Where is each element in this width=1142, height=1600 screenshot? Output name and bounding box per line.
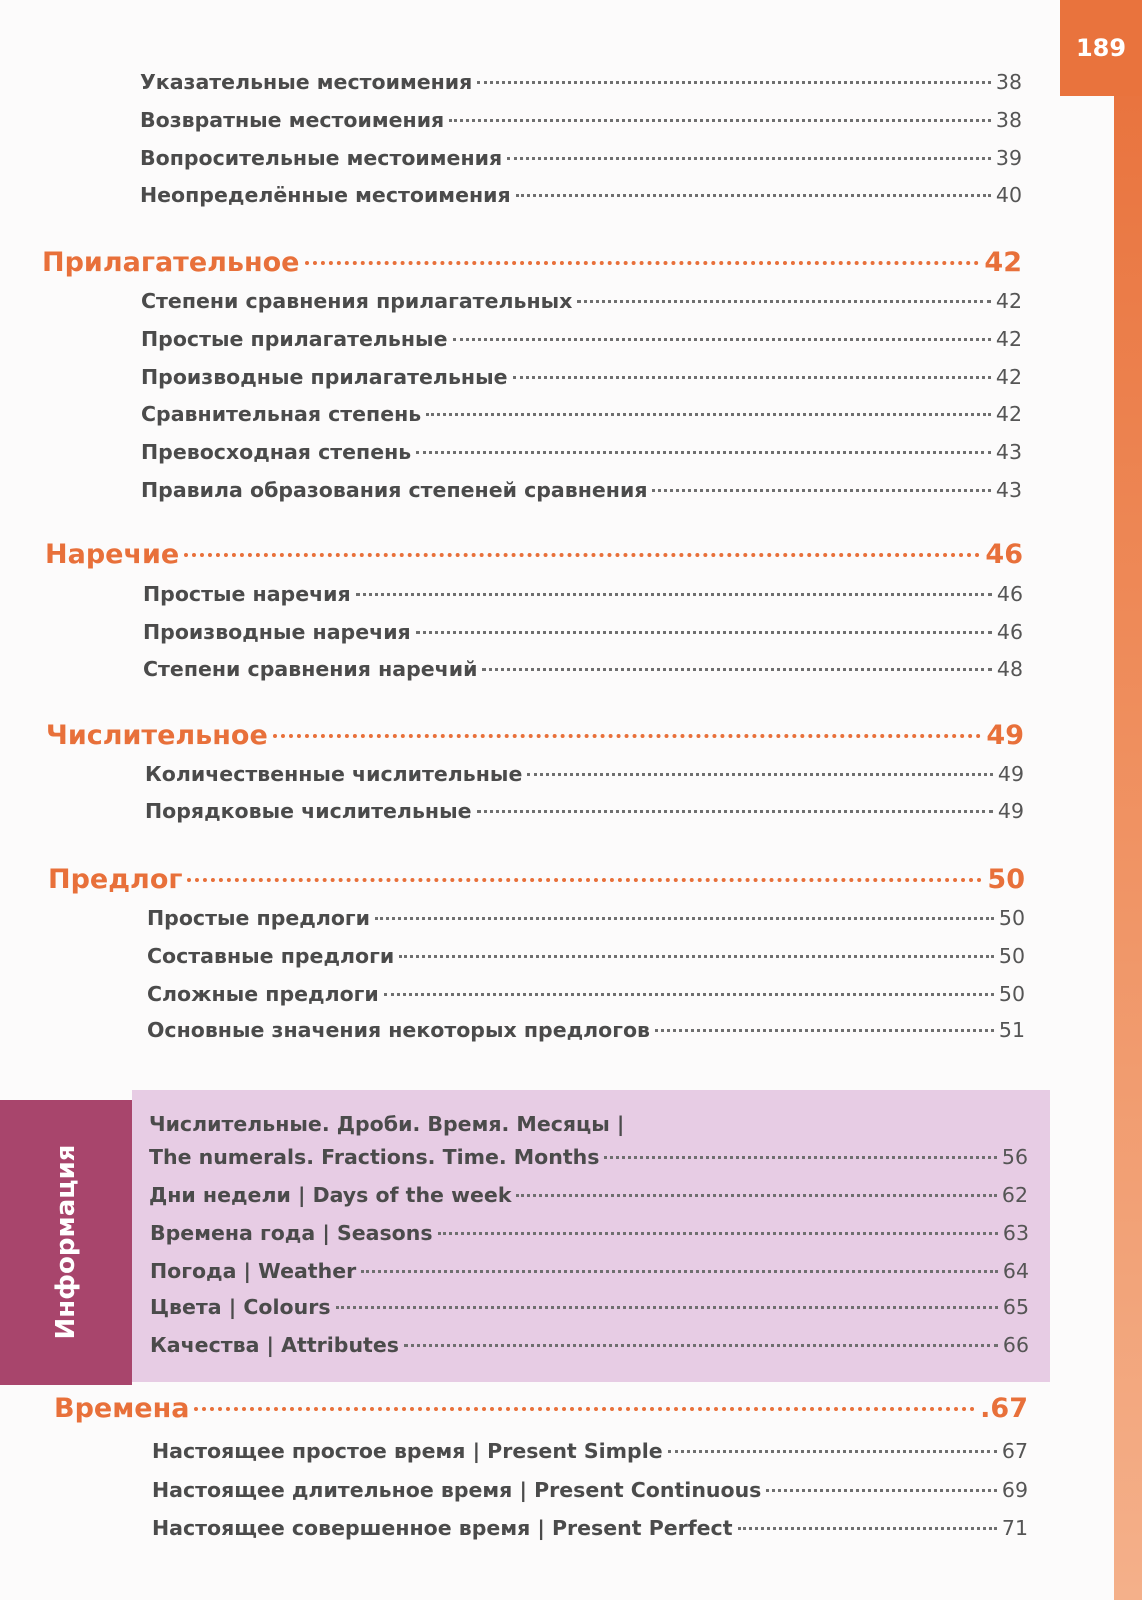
info-entry[interactable] <box>149 1145 1028 1169</box>
entry-title: Составные предлоги <box>147 944 395 968</box>
entry-title: Правила образования степеней сравнения <box>141 478 648 502</box>
entry-title: Сложные предлоги <box>147 982 379 1006</box>
info-entry[interactable] <box>150 1259 1029 1283</box>
entry-title: Количественные числительные <box>145 762 523 786</box>
info-label: Информация <box>51 1144 81 1340</box>
entry-title: Превосходная степень <box>141 440 412 464</box>
entry-title: Простые прилагательные <box>141 327 448 351</box>
dot-leader <box>399 955 994 958</box>
entry-page: 49 <box>997 799 1024 823</box>
toc-entry[interactable] <box>140 108 1022 132</box>
entry-title: Настоящее длительное время | Present Continuous <box>152 1478 762 1502</box>
dot-leader <box>426 413 991 416</box>
dot-leader <box>438 1232 998 1235</box>
dot-leader <box>273 734 982 738</box>
toc-entry[interactable] <box>141 478 1022 502</box>
dot-leader <box>194 1407 975 1411</box>
dot-leader <box>305 261 980 265</box>
dot-leader <box>604 1156 996 1159</box>
section-page: 49 <box>986 720 1024 751</box>
dot-leader <box>513 376 991 379</box>
entry-title: Производные прилагательные <box>141 365 508 389</box>
toc-entry[interactable] <box>141 440 1022 464</box>
entry-page: 46 <box>996 620 1023 644</box>
page-number: 189 <box>1075 34 1127 62</box>
dot-leader <box>738 1527 997 1530</box>
section-heading[interactable] <box>46 720 1024 751</box>
section-title: Предлог <box>48 864 183 895</box>
section-page: 50 <box>987 864 1025 895</box>
dot-leader <box>416 631 992 634</box>
entry-title: Погода | Weather <box>150 1259 357 1283</box>
dot-leader <box>507 157 991 160</box>
dot-leader <box>449 119 991 122</box>
entry-title: Цвета | Colours <box>150 1295 331 1319</box>
entry-page: 51 <box>998 1018 1025 1042</box>
toc-entry[interactable] <box>147 944 1025 968</box>
dot-leader <box>477 810 993 813</box>
dot-leader <box>655 1029 994 1032</box>
info-entry[interactable] <box>150 1295 1029 1319</box>
dot-leader <box>652 489 990 492</box>
dot-leader <box>404 1344 998 1347</box>
entry-page: 50 <box>998 982 1025 1006</box>
toc-entry[interactable] <box>145 799 1024 823</box>
dot-leader <box>516 194 991 197</box>
toc-entry[interactable] <box>141 289 1022 313</box>
entry-title: Указательные местоимения <box>140 70 473 94</box>
dot-leader <box>482 668 991 671</box>
toc-entry[interactable] <box>141 402 1022 426</box>
entry-page: 43 <box>995 440 1022 464</box>
dot-leader <box>375 917 994 920</box>
section-page: .67 <box>980 1393 1028 1424</box>
dot-leader <box>477 81 991 84</box>
section-title: Наречие <box>45 539 180 570</box>
section-title: Времена <box>54 1393 190 1424</box>
dot-leader <box>516 1194 996 1197</box>
entry-page: 56 <box>1001 1145 1028 1169</box>
dot-leader <box>384 993 994 996</box>
info-entry[interactable] <box>150 1333 1029 1357</box>
toc-entry[interactable] <box>141 327 1022 351</box>
entry-page: 38 <box>995 70 1022 94</box>
entry-title: Производные наречия <box>143 620 411 644</box>
info-entry-first-line[interactable] <box>149 1112 1029 1136</box>
dot-leader <box>416 451 991 454</box>
entry-title: Настоящее простое время | Present Simple <box>152 1439 663 1463</box>
entry-title: Сравнительная степень <box>141 402 422 426</box>
toc-entry[interactable] <box>147 1018 1025 1042</box>
section-page: 42 <box>984 247 1022 278</box>
toc-entry[interactable] <box>147 982 1025 1006</box>
toc-entry[interactable] <box>147 906 1025 930</box>
section-title: Прилагательное <box>42 247 300 278</box>
section-title: Числительное <box>46 720 268 751</box>
toc-entry[interactable] <box>143 620 1023 644</box>
entry-page: 69 <box>1001 1478 1028 1502</box>
dot-leader <box>184 553 980 557</box>
toc-entry[interactable] <box>143 657 1023 681</box>
entry-page: 39 <box>995 146 1022 170</box>
entry-page: 62 <box>1001 1183 1028 1207</box>
entry-page: 43 <box>995 478 1022 502</box>
toc-entry[interactable] <box>152 1516 1028 1540</box>
toc-entry[interactable] <box>143 582 1023 606</box>
toc-entry[interactable] <box>152 1439 1028 1463</box>
entry-page: 42 <box>995 402 1022 426</box>
entry-page: 42 <box>995 327 1022 351</box>
dot-leader <box>356 593 992 596</box>
dot-leader <box>361 1270 998 1273</box>
entry-title: Простые предлоги <box>147 906 370 930</box>
entry-title: Простые наречия <box>143 582 351 606</box>
entry-page: 50 <box>998 944 1025 968</box>
toc-entry[interactable] <box>145 762 1024 786</box>
entry-title: Возвратные местоимения <box>140 108 445 132</box>
entry-title: Порядковые числительные <box>145 799 472 823</box>
toc-entry[interactable] <box>140 70 1022 94</box>
entry-title: Времена года | Seasons <box>150 1221 433 1245</box>
entry-title: Основные значения некоторых предлогов <box>147 1018 651 1042</box>
entry-page: 49 <box>997 762 1024 786</box>
toc-entry[interactable] <box>152 1478 1028 1502</box>
dot-leader <box>336 1306 998 1309</box>
entry-title: Числительные. Дроби. Время. Месяцы | <box>149 1112 625 1136</box>
entry-page: 42 <box>995 289 1022 313</box>
section-heading[interactable] <box>45 539 1023 570</box>
info-entry[interactable] <box>149 1183 1028 1207</box>
section-heading[interactable] <box>42 247 1022 278</box>
entry-page: 46 <box>996 582 1023 606</box>
entry-title: Неопределённые местоимения <box>140 183 511 207</box>
entry-page: 48 <box>996 657 1023 681</box>
toc-entry[interactable] <box>141 365 1022 389</box>
entry-page: 67 <box>1001 1439 1028 1463</box>
entry-page: 65 <box>1002 1295 1029 1319</box>
section-page: 46 <box>985 539 1023 570</box>
entry-page: 50 <box>998 906 1025 930</box>
toc-entry[interactable] <box>140 183 1022 207</box>
entry-title: Степени сравнения наречий <box>143 657 478 681</box>
dot-leader <box>453 338 991 341</box>
dot-leader <box>577 300 991 303</box>
entry-page: 71 <box>1001 1516 1028 1540</box>
dot-leader <box>668 1450 997 1453</box>
entry-page: 40 <box>995 183 1022 207</box>
entry-page: 63 <box>1002 1221 1029 1245</box>
entry-title: Степени сравнения прилагательных <box>141 289 573 313</box>
entry-title: The numerals. Fractions. Time. Months <box>149 1145 600 1169</box>
dot-leader <box>187 878 982 882</box>
dot-leader <box>766 1489 997 1492</box>
entry-title: Вопросительные местоимения <box>140 146 503 170</box>
entry-title: Настоящее совершенное время | Present Perfect <box>152 1516 733 1540</box>
info-entry[interactable] <box>150 1221 1029 1245</box>
entry-title: Качества | Attributes <box>150 1333 399 1357</box>
entry-page: 38 <box>995 108 1022 132</box>
entry-page: 42 <box>995 365 1022 389</box>
toc-entry[interactable] <box>140 146 1022 170</box>
entry-page: 66 <box>1002 1333 1029 1357</box>
section-heading[interactable] <box>54 1393 1028 1424</box>
dot-leader <box>527 773 993 776</box>
section-heading[interactable] <box>48 864 1025 895</box>
entry-title: Дни недели | Days of the week <box>149 1183 512 1207</box>
entry-page: 64 <box>1002 1259 1029 1283</box>
